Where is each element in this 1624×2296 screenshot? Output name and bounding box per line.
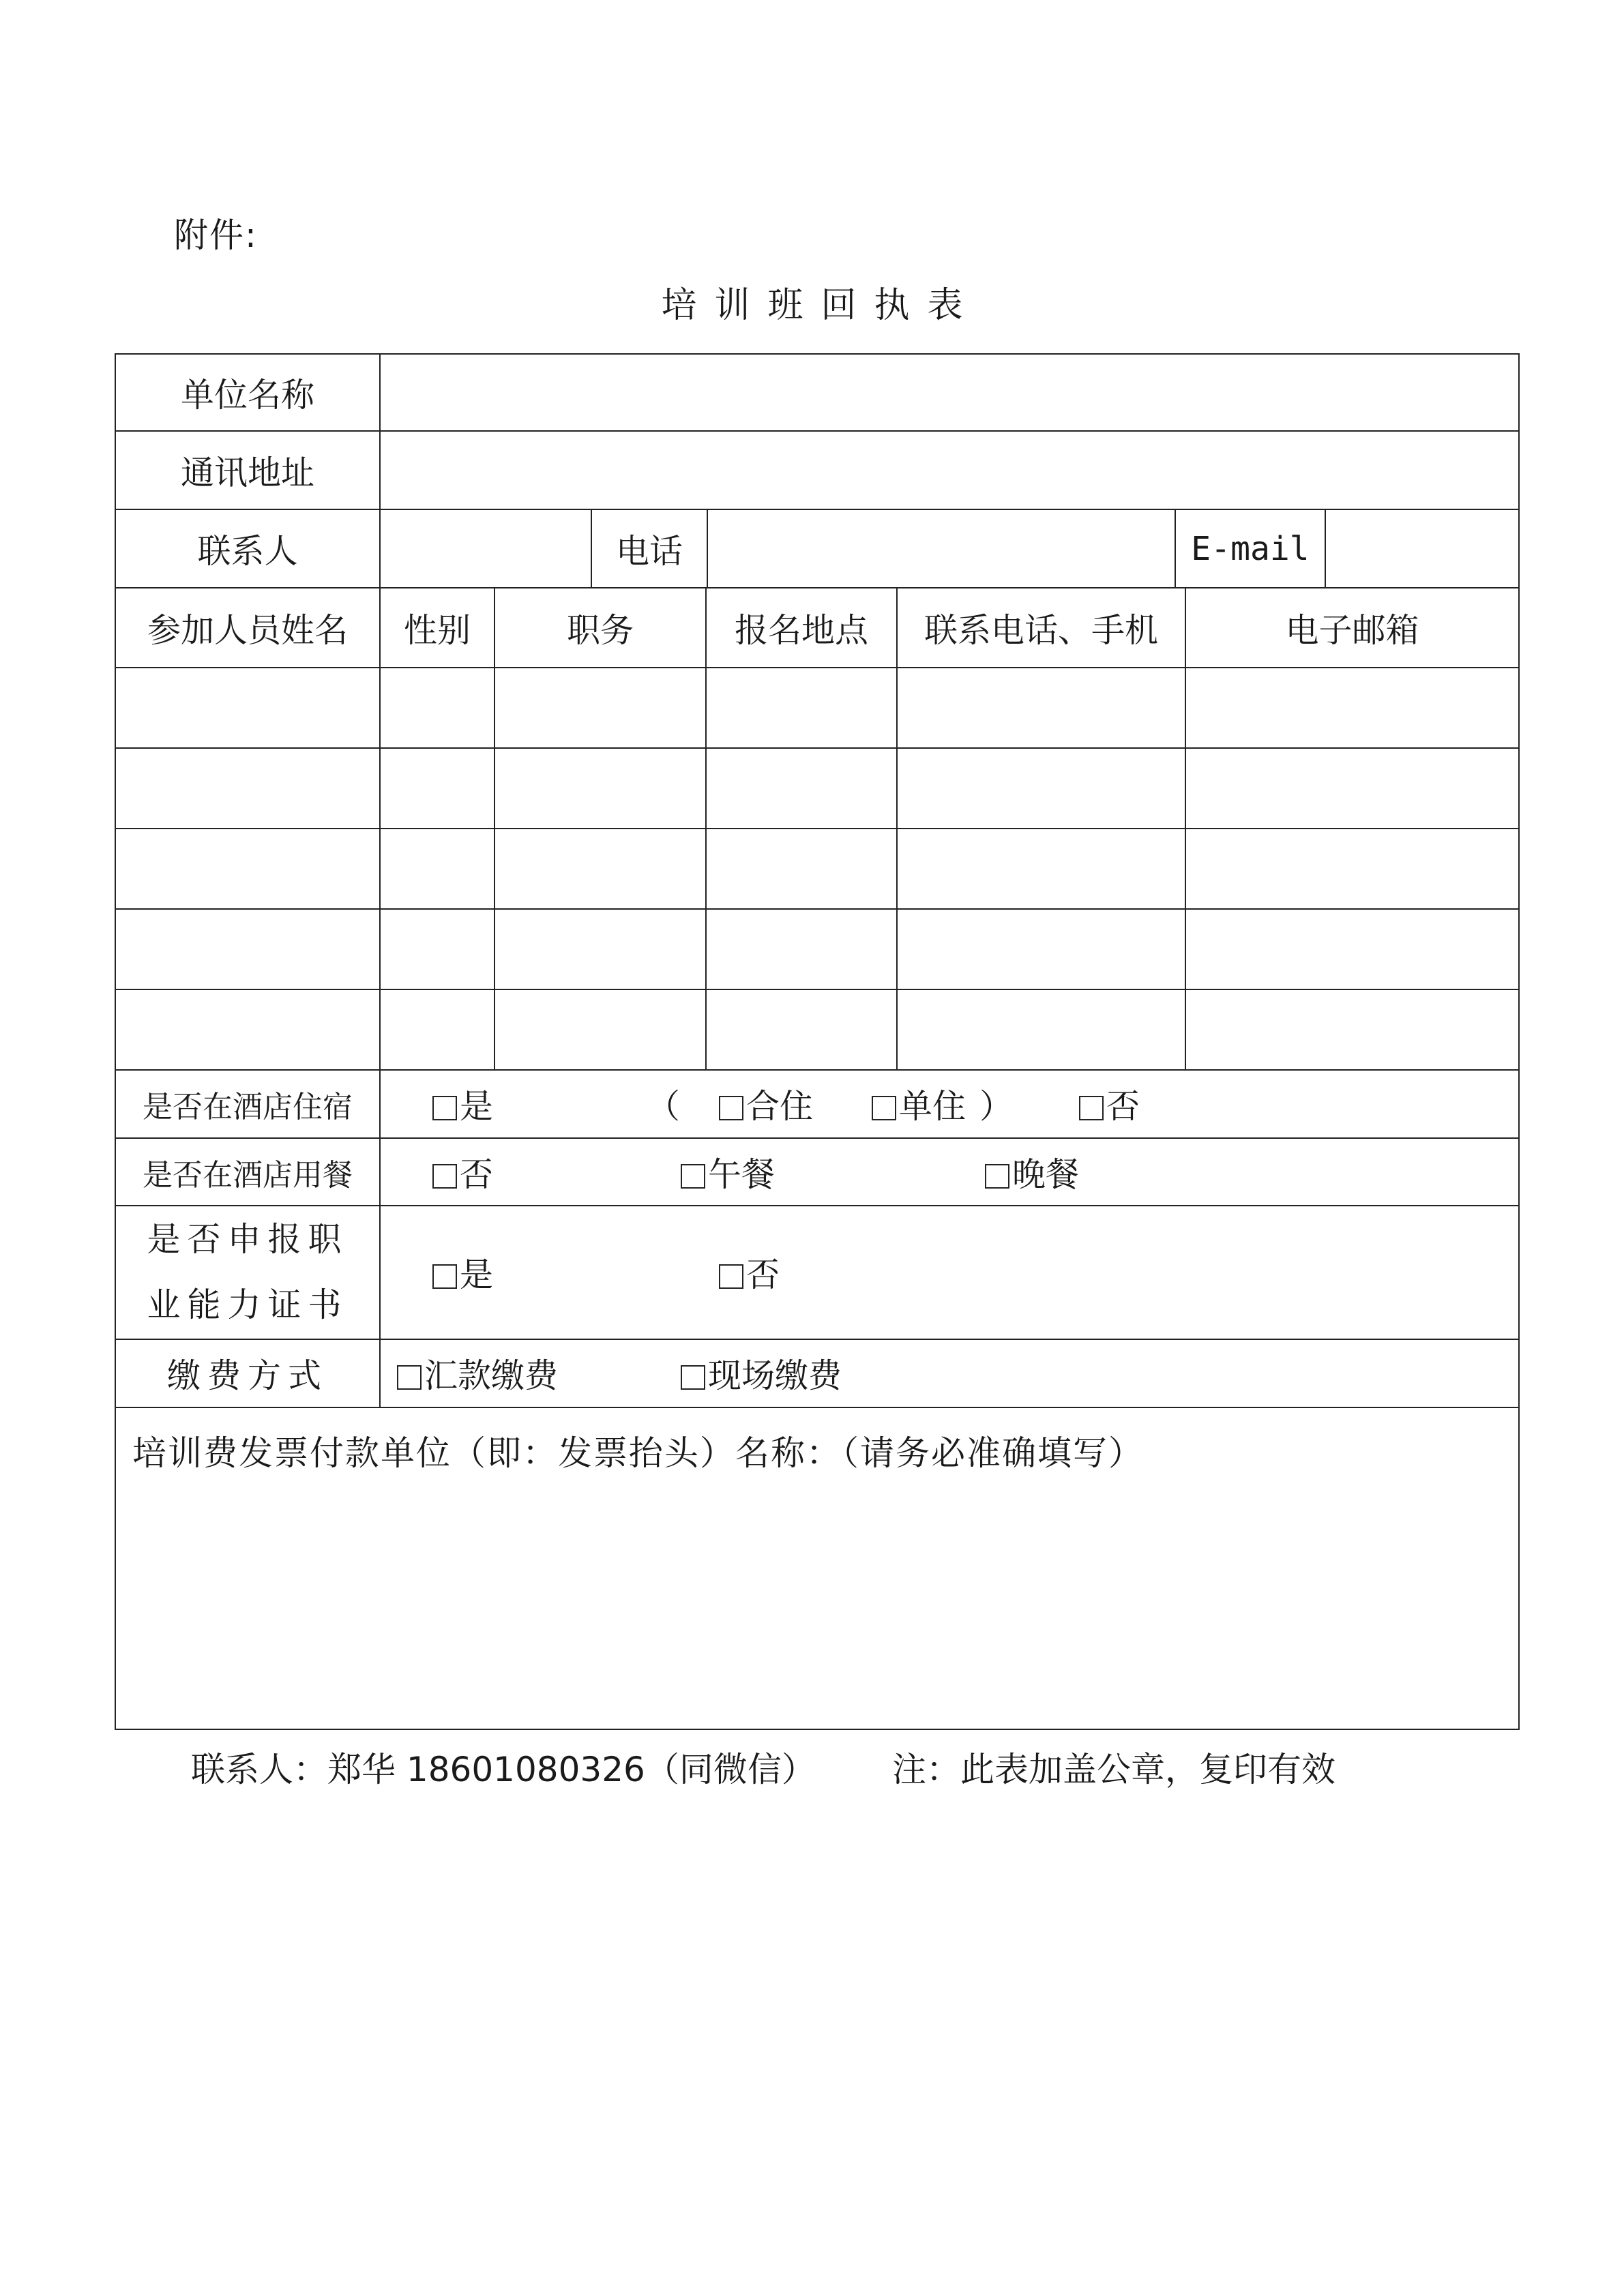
certificate-label-line2: 业能力证书	[147, 1285, 349, 1324]
registration-form	[115, 353, 1518, 1730]
attendee-header-row	[115, 588, 1519, 668]
attendee-email-cell[interactable]	[1185, 909, 1519, 989]
unit-name-field[interactable]	[380, 354, 1519, 431]
address-row	[115, 431, 1519, 509]
attendee-location-cell[interactable]	[706, 748, 897, 829]
attendee-location-cell[interactable]	[706, 829, 897, 909]
hotel-meal-row	[115, 1138, 1519, 1206]
phone-field[interactable]	[708, 510, 1176, 587]
attendee-gender-cell[interactable]	[380, 748, 494, 829]
attendee-position-cell[interactable]	[494, 668, 706, 748]
attendee-gender-cell[interactable]	[380, 829, 494, 909]
checkbox-icon[interactable]	[719, 1264, 743, 1289]
attendee-email-cell[interactable]	[1185, 829, 1519, 909]
attendee-row	[115, 668, 1519, 748]
footer-note: 注：此表加盖公章，复印有效	[892, 1750, 1335, 1789]
attendee-email-cell[interactable]	[1185, 748, 1519, 829]
certificate-label	[115, 1206, 380, 1339]
attendee-gender-cell[interactable]	[380, 989, 494, 1070]
checkbox-icon[interactable]	[681, 1365, 705, 1390]
invoice-field[interactable]	[115, 1407, 1519, 1729]
attendee-row	[115, 989, 1519, 1070]
checkbox-icon[interactable]	[1079, 1096, 1104, 1120]
attendee-row	[115, 909, 1519, 989]
payment-onsite-option[interactable]: 现场缴费	[681, 1350, 842, 1397]
address-label: 通讯地址	[115, 431, 380, 509]
unit-name-row	[115, 354, 1519, 431]
checkbox-icon[interactable]	[432, 1264, 457, 1289]
payment-row	[115, 1339, 1519, 1407]
attachment-label: 附件:	[174, 215, 258, 255]
attendee-name-cell[interactable]	[115, 748, 380, 829]
col-header-position: 职务	[494, 588, 706, 668]
footer-contact: 联系人：郑华 18601080326（同微信）	[191, 1750, 816, 1789]
hotel-meal-lunch-option[interactable]: 午餐	[681, 1148, 775, 1196]
payment-remit-option[interactable]: 汇款缴费	[397, 1350, 558, 1397]
registration-table	[115, 353, 1520, 1730]
attendee-phone-cell[interactable]	[897, 668, 1185, 748]
phone-label: 电话	[592, 510, 708, 587]
hotel-stay-label: 是否在酒店住宿	[115, 1070, 380, 1138]
attendee-position-cell[interactable]	[494, 829, 706, 909]
attendee-gender-cell[interactable]	[380, 668, 494, 748]
attendee-email-cell[interactable]	[1185, 989, 1519, 1070]
hotel-stay-paren-close: ）	[979, 1087, 1014, 1126]
invoice-row	[115, 1407, 1519, 1729]
contact-row	[115, 509, 1519, 588]
contact-label: 联系人	[115, 509, 380, 588]
invoice-label: 培训费发票付款单位（即：发票抬头）名称：（请务必准确填写）	[132, 1433, 1144, 1473]
email-label: E-mail	[1176, 510, 1326, 587]
hotel-stay-no-option[interactable]: 否	[1079, 1080, 1140, 1128]
attendee-email-cell[interactable]	[1185, 668, 1519, 748]
attendee-location-cell[interactable]	[706, 989, 897, 1070]
certificate-no-option[interactable]: 否	[719, 1249, 780, 1296]
attendee-row	[115, 829, 1519, 909]
col-header-gender: 性别	[380, 588, 494, 668]
col-header-location: 报名地点	[706, 588, 897, 668]
unit-name-label: 单位名称	[115, 354, 380, 431]
hotel-stay-paren-open: （	[647, 1087, 681, 1126]
certificate-yes-option[interactable]: 是	[432, 1249, 493, 1296]
hotel-meal-no-option[interactable]: 否	[432, 1148, 493, 1196]
attendee-gender-cell[interactable]	[380, 909, 494, 989]
col-header-phone: 联系电话、手机	[897, 588, 1185, 668]
hotel-stay-options	[380, 1070, 1519, 1138]
attendee-name-cell[interactable]	[115, 668, 380, 748]
checkbox-icon[interactable]	[985, 1164, 1009, 1189]
attendee-phone-cell[interactable]	[897, 909, 1185, 989]
attendee-position-cell[interactable]	[494, 989, 706, 1070]
attendee-phone-cell[interactable]	[897, 829, 1185, 909]
certificate-row	[115, 1206, 1519, 1339]
attendee-location-cell[interactable]	[706, 909, 897, 989]
col-header-email: 电子邮箱	[1185, 588, 1519, 668]
hotel-stay-yes-option[interactable]: 是	[432, 1080, 493, 1128]
hotel-stay-single-option[interactable]: 单住	[872, 1080, 966, 1128]
attendee-position-cell[interactable]	[494, 748, 706, 829]
checkbox-icon[interactable]	[432, 1096, 457, 1120]
col-header-name: 参加人员姓名	[115, 588, 380, 668]
checkbox-icon[interactable]	[432, 1164, 457, 1189]
certificate-options	[380, 1206, 1519, 1339]
attendee-name-cell[interactable]	[115, 989, 380, 1070]
hotel-meal-dinner-option[interactable]: 晚餐	[985, 1148, 1079, 1196]
hotel-meal-label: 是否在酒店用餐	[115, 1138, 380, 1206]
hotel-meal-options	[380, 1138, 1519, 1206]
hotel-stay-row	[115, 1070, 1519, 1138]
contact-field[interactable]	[381, 510, 592, 587]
address-field[interactable]	[380, 431, 1519, 509]
attendee-name-cell[interactable]	[115, 909, 380, 989]
hotel-stay-shared-option[interactable]: 合住	[719, 1080, 813, 1128]
attendee-name-cell[interactable]	[115, 829, 380, 909]
attendee-location-cell[interactable]	[706, 668, 897, 748]
attendee-phone-cell[interactable]	[897, 989, 1185, 1070]
payment-options	[380, 1339, 1519, 1407]
attendee-row	[115, 748, 1519, 829]
email-field[interactable]	[1326, 510, 1518, 587]
attendee-position-cell[interactable]	[494, 909, 706, 989]
form-title: 培训班回执表	[661, 285, 981, 326]
payment-label: 缴费方式	[115, 1339, 380, 1407]
certificate-label-line1: 是否申报职	[147, 1220, 349, 1259]
attendee-phone-cell[interactable]	[897, 748, 1185, 829]
checkbox-icon[interactable]	[719, 1096, 743, 1120]
checkbox-icon[interactable]	[872, 1096, 896, 1120]
checkbox-icon[interactable]	[681, 1164, 705, 1189]
checkbox-icon[interactable]	[397, 1365, 422, 1390]
